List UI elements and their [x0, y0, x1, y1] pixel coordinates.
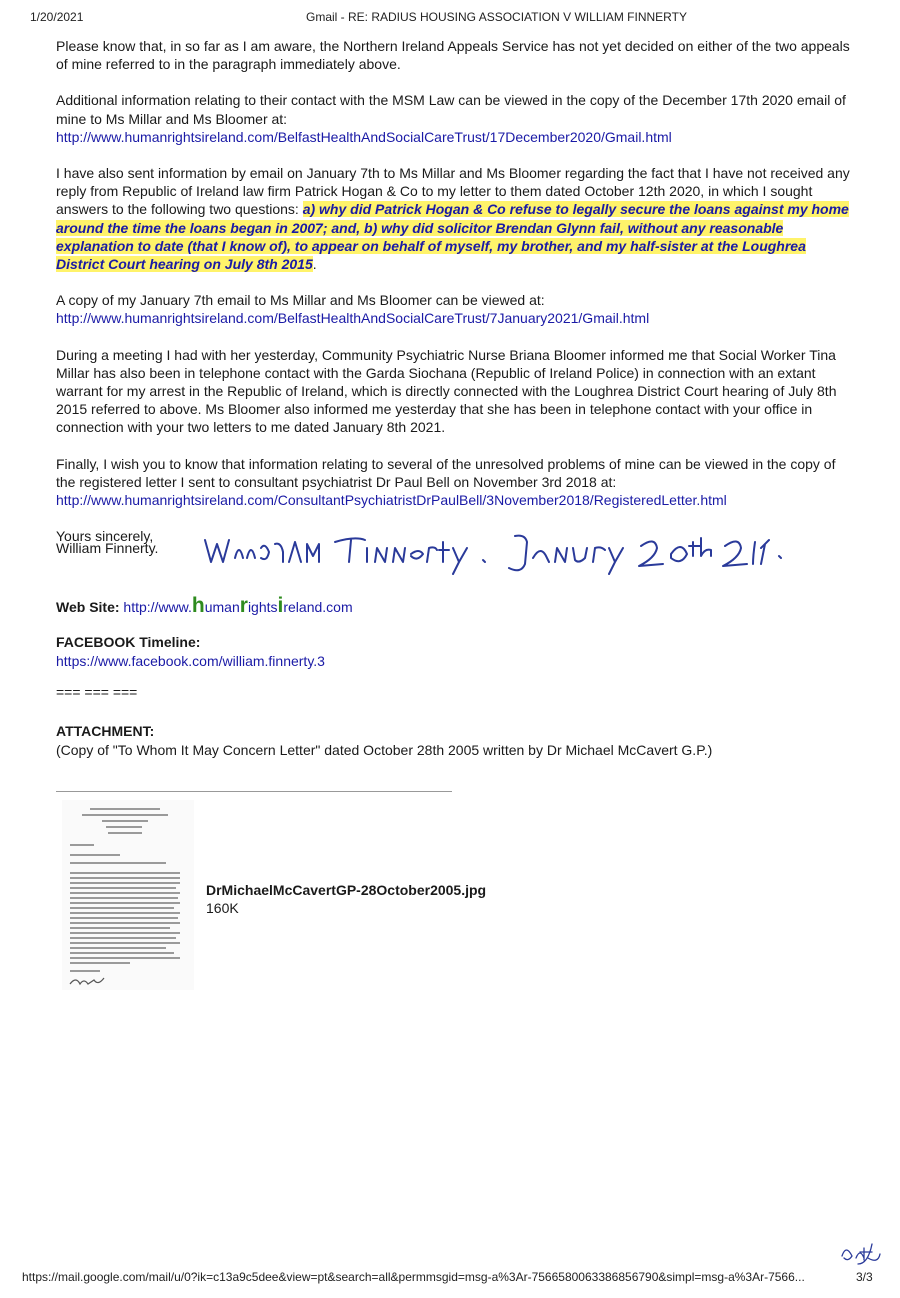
thumb-line — [70, 912, 180, 914]
facebook-section — [56, 633, 325, 671]
thumb-line — [70, 927, 170, 929]
attachment-thumbnail[interactable] — [62, 800, 194, 990]
thumb-line — [70, 862, 166, 864]
thumb-line — [90, 808, 160, 810]
paragraph-appeals: Please know that, in so far as I am aware, the Northern Ireland Appeals Service has not yet decided on either of the two appeals of mine referred to in the paragraph immediately above. — [56, 38, 850, 73]
january-email-link[interactable]: http://www.humanrightsireland.com/BelfastHealthAndSocialCareTrust/7January2021/Gmail.html — [56, 310, 650, 327]
page-title: Gmail - RE: RADIUS HOUSING ASSOCIATION V WILLIAM FINNERTY — [306, 10, 687, 24]
thumb-line — [70, 892, 180, 894]
thumb-line — [108, 832, 142, 834]
thumb-signature-icon — [68, 974, 108, 988]
paragraph-registered-letter — [56, 455, 856, 510]
period: . — [312, 256, 317, 273]
brand-text-uman: uman — [204, 599, 240, 615]
december-email-link[interactable]: http://www.humanrightsireland.com/BelfastHealthAndSocialCareTrust/17December2020/Gmail.html — [56, 128, 672, 145]
paragraph-text: Additional information relating to their contact with the MSM Law can be viewed in the copy of the December 17th 2020 email of mine to Ms Millar and Ms Bloomer at: — [56, 92, 846, 127]
thumb-line — [70, 877, 180, 879]
separator: === === === — [56, 684, 138, 700]
closing-line: Yours sincerely, — [56, 528, 154, 545]
brand-letter-i: i — [277, 594, 284, 617]
thumb-line — [70, 947, 166, 949]
registered-letter-link[interactable]: http://www.humanrightsireland.com/ConsultantPsychiatristDrPaulBell/3November2018/RegisteredLetter.html — [56, 492, 727, 509]
brand-text-reland: reland.com — [283, 599, 353, 615]
highlighted-questions: a) why did Patrick Hogan & Co refuse to legally secure the loans against my home around the time the loans began in 2007; and, b) why did solicitor Brendan Glynn fail, without any reasonable explanation to date (that I know of), to appear on behalf of myself, my brother, and my half-sister at the Loughrea District Court hearing on July 8th 2015 — [56, 201, 849, 273]
email-body — [56, 37, 856, 563]
thumb-line — [70, 872, 180, 874]
footer-url: https://mail.google.com/mail/u/0?ik=c13a9c5dee&view=pt&search=all&permmsgid=msg-a%3Ar-7566580063386856790&simpl=msg-a%3Ar-7566... — [22, 1270, 805, 1284]
facebook-link[interactable]: https://www.facebook.com/william.finnerty.3 — [56, 653, 325, 669]
thumb-line — [70, 907, 174, 909]
thumb-line — [70, 887, 176, 889]
attachment-size: 160K — [206, 900, 239, 916]
handwritten-initials — [838, 1240, 884, 1266]
paragraph-msm-law — [56, 91, 856, 146]
thumb-line — [70, 902, 180, 904]
thumb-line — [70, 854, 120, 856]
attachment-filename[interactable]: DrMichaelMcCavertGP-28October2005.jpg — [206, 882, 487, 898]
paragraph-patrick-hogan — [56, 164, 856, 273]
facebook-label: FACEBOOK Timeline: — [56, 634, 201, 650]
paragraph-text: I have also sent information by email on January 7th to Ms Millar and Ms Bloomer regarding the fact that I have not received any reply from Republic of Ireland law firm Patrick Hogan & Co to my letter to them dated October 12th 2020, in which I sought answers to the following two questions: — [56, 165, 850, 218]
thumb-line — [82, 814, 168, 816]
thumb-line — [70, 844, 94, 846]
thumb-line — [106, 826, 142, 828]
website-prefix: http://www. — [123, 599, 192, 615]
page-number: 3/3 — [856, 1270, 873, 1284]
paragraph-meeting: During a meeting I had with her yesterday, Community Psychiatric Nurse Briana Bloomer informed me that Social Worker Tina Millar has also been in telephone contact with the Garda Siochana (Republic of Ireland Police) in connection with an extant warrant for my arrest in the Republic of Ireland, which is directly connected with the Loughrea District Court hearing of July 8th 2015 referred to above. Ms Bloomer also informed me yesterday that she has been in telephone contact with your office in connection with your two letters to me dated January 8th 2021. — [56, 346, 837, 436]
thumb-line — [70, 922, 180, 924]
thumb-line — [70, 962, 130, 964]
thumb-line — [70, 957, 180, 959]
paragraph-january-email — [56, 291, 856, 327]
print-date: 1/20/2021 — [30, 10, 84, 24]
thumb-line — [70, 882, 180, 884]
thumb-line — [70, 897, 178, 899]
website-line — [56, 594, 353, 618]
thumb-line — [70, 932, 180, 934]
handwritten-signature — [195, 518, 795, 578]
brand-letter-h: h — [191, 594, 205, 617]
attachment-section — [56, 722, 712, 760]
thumb-line — [102, 820, 148, 822]
website-label: Web Site: — [56, 599, 120, 615]
attachment-label: ATTACHMENT: — [56, 723, 155, 739]
thumb-line — [70, 970, 100, 972]
attachment-description: (Copy of "To Whom It May Concern Letter" dated October 28th 2005 written by Dr Michael McCavert G.P.) — [56, 742, 713, 758]
thumb-line — [70, 942, 180, 944]
paragraph-text: A copy of my January 7th email to Ms Millar and Ms Bloomer can be viewed at: — [56, 292, 545, 309]
website-link[interactable] — [123, 594, 353, 617]
thumb-line — [70, 952, 174, 954]
signature-name: William Finnerty. — [56, 540, 159, 556]
thumb-line — [70, 917, 178, 919]
brand-letter-r: r — [239, 594, 248, 617]
brand-text-ights: ights — [247, 599, 278, 615]
paragraph-text: Finally, I wish you to know that information relating to several of the unresolved problems of mine can be viewed in the copy of the registered letter I sent to consultant psychiatrist Dr Paul Bell on November 3rd 2018 at: — [56, 455, 836, 490]
thumb-line — [70, 937, 176, 939]
attachment-divider — [56, 791, 452, 792]
